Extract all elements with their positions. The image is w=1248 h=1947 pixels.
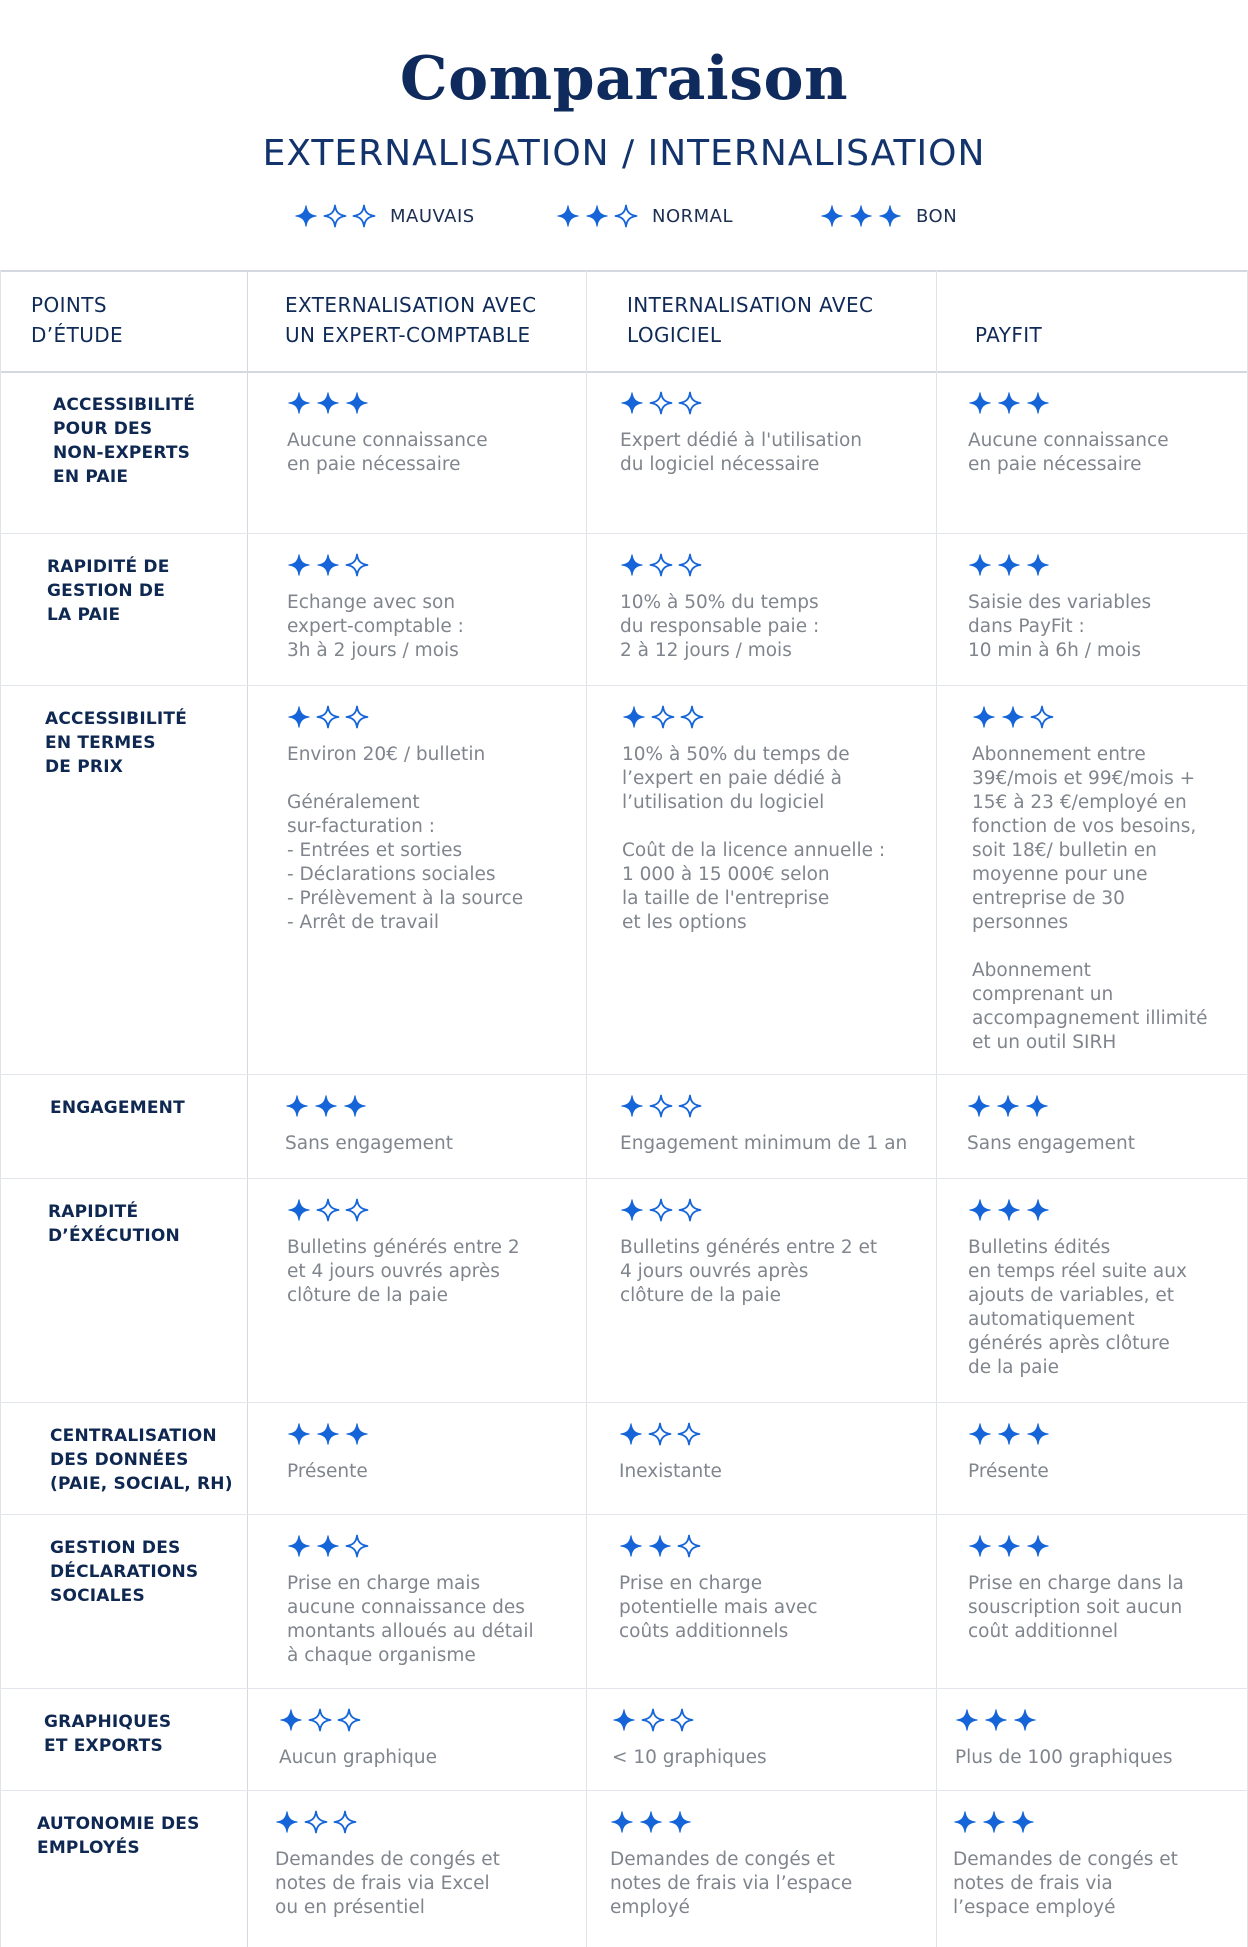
column-divider — [247, 270, 248, 1947]
star-filled-icon — [285, 1094, 309, 1118]
row-divider — [0, 1178, 1248, 1179]
star-filled-icon — [820, 204, 844, 228]
table-cell — [620, 1198, 920, 1308]
star-filled-icon — [997, 391, 1021, 415]
legend-stars — [820, 204, 902, 228]
star-filled-icon — [967, 1094, 991, 1118]
table-cell — [967, 1094, 1248, 1156]
star-outline-icon — [677, 1422, 701, 1446]
page-subtitle: EXTERNALISATION / INTERNALISATION — [262, 133, 986, 174]
star-outline-icon — [316, 1198, 340, 1222]
star-filled-icon — [287, 391, 311, 415]
row-divider — [0, 1514, 1248, 1515]
rating-stars — [953, 1810, 1248, 1834]
page-title: Comparaison — [399, 44, 849, 114]
star-outline-icon — [649, 391, 673, 415]
table-cell — [968, 1534, 1248, 1644]
legend-item-mauvais — [294, 200, 475, 232]
star-filled-icon — [343, 1094, 367, 1118]
star-filled-icon — [287, 1422, 311, 1446]
star-outline-icon — [316, 705, 340, 729]
column-divider — [0, 270, 1, 1947]
star-filled-icon — [1025, 1094, 1049, 1118]
cell-text: Présente — [968, 1461, 1049, 1482]
header-bottom-border — [0, 371, 1248, 373]
star-filled-icon — [968, 1422, 992, 1446]
star-outline-icon — [678, 553, 702, 577]
row-label: RAPIDITÉ DE GESTION DE LA PAIE — [47, 557, 170, 625]
star-filled-icon — [622, 705, 646, 729]
star-filled-icon — [619, 1422, 643, 1446]
cell-text: Demandes de congés et notes de frais via l’espace employé — [953, 1849, 1178, 1918]
rating-stars — [620, 1094, 920, 1118]
row-divider — [0, 1402, 1248, 1403]
table-cell — [619, 1422, 919, 1484]
rating-stars — [287, 1198, 587, 1222]
star-filled-icon — [968, 391, 992, 415]
star-filled-icon — [1001, 705, 1025, 729]
star-filled-icon — [1013, 1708, 1037, 1732]
rating-stars — [620, 391, 920, 415]
cell-text: Aucune connaissance en paie nécessaire — [968, 430, 1169, 475]
table-cell — [968, 1422, 1248, 1484]
star-filled-icon — [639, 1810, 663, 1834]
star-filled-icon — [953, 1810, 977, 1834]
star-outline-icon — [680, 705, 704, 729]
rating-stars — [622, 705, 922, 729]
star-filled-icon — [955, 1708, 979, 1732]
star-filled-icon — [997, 1422, 1021, 1446]
table-cell — [968, 553, 1248, 663]
table-cell — [610, 1810, 910, 1920]
star-filled-icon — [1026, 1534, 1050, 1558]
rating-stars — [275, 1810, 575, 1834]
row-label: ACCESSIBILITÉ POUR DES NON-EXPERTS EN PAIE — [53, 395, 196, 487]
star-filled-icon — [316, 1422, 340, 1446]
page-header — [0, 0, 1248, 270]
table-cell — [622, 705, 922, 935]
rating-stars — [287, 1422, 587, 1446]
star-outline-icon — [337, 1708, 361, 1732]
star-outline-icon — [345, 553, 369, 577]
star-filled-icon — [620, 553, 644, 577]
star-outline-icon — [614, 204, 638, 228]
legend-stars — [556, 204, 638, 228]
star-filled-icon — [345, 391, 369, 415]
rating-stars — [287, 553, 587, 577]
cell-text: Bulletins générés entre 2 et 4 jours ouvrés après clôture de la paie — [620, 1237, 878, 1306]
column-header-payfit: PAYFIT — [975, 323, 1043, 347]
table-cell — [285, 1094, 585, 1156]
table-cell — [287, 553, 587, 663]
table-cell — [955, 1708, 1248, 1770]
table-cell — [620, 391, 920, 477]
star-filled-icon — [287, 1534, 311, 1558]
row-divider — [0, 685, 1248, 686]
star-filled-icon — [648, 1534, 672, 1558]
star-filled-icon — [1026, 1198, 1050, 1222]
cell-text: Bulletins générés entre 2 et 4 jours ouvrés après clôture de la paie — [287, 1237, 520, 1306]
cell-text: Environ 20€ / bulletin Généralement sur-facturation : - Entrées et sorties - Déclarations sociales - Prélèvement à la source - Arrêt de travail — [287, 744, 524, 933]
star-filled-icon — [287, 553, 311, 577]
rating-stars — [619, 1534, 919, 1558]
star-outline-icon — [323, 204, 347, 228]
star-filled-icon — [1011, 1810, 1035, 1834]
legend-item-bon — [820, 200, 957, 232]
rating-stars — [620, 553, 920, 577]
star-filled-icon — [972, 705, 996, 729]
star-outline-icon — [678, 1198, 702, 1222]
star-outline-icon — [678, 391, 702, 415]
rating-stars — [968, 1534, 1248, 1558]
table-cell — [287, 1198, 587, 1308]
rating-stars — [620, 1198, 920, 1222]
rating-stars — [968, 553, 1248, 577]
star-outline-icon — [1030, 705, 1054, 729]
star-filled-icon — [878, 204, 902, 228]
star-filled-icon — [968, 1198, 992, 1222]
table-cell — [279, 1708, 579, 1770]
table-cell — [287, 705, 587, 935]
rating-stars — [287, 1534, 587, 1558]
table-cell — [953, 1810, 1248, 1920]
table-cell — [287, 1534, 587, 1668]
row-label: ACCESSIBILITÉ EN TERMES DE PRIX — [45, 709, 188, 777]
star-outline-icon — [345, 1534, 369, 1558]
star-filled-icon — [585, 204, 609, 228]
table-cell — [619, 1534, 919, 1644]
star-outline-icon — [345, 1198, 369, 1222]
star-filled-icon — [294, 204, 318, 228]
cell-text: Expert dédié à l'utilisation du logiciel nécessaire — [620, 430, 863, 475]
cell-text: Engagement minimum de 1 an — [620, 1133, 908, 1154]
star-outline-icon — [333, 1810, 357, 1834]
star-outline-icon — [649, 553, 673, 577]
star-filled-icon — [287, 1198, 311, 1222]
star-outline-icon — [345, 705, 369, 729]
star-filled-icon — [996, 1094, 1020, 1118]
star-filled-icon — [345, 1422, 369, 1446]
cell-text: Sans engagement — [285, 1133, 454, 1154]
star-outline-icon — [641, 1708, 665, 1732]
star-filled-icon — [314, 1094, 338, 1118]
column-divider — [936, 270, 937, 1947]
star-filled-icon — [619, 1534, 643, 1558]
star-filled-icon — [968, 1534, 992, 1558]
star-filled-icon — [287, 705, 311, 729]
row-label: GRAPHIQUES ET EXPORTS — [44, 1712, 172, 1756]
star-filled-icon — [1026, 391, 1050, 415]
star-filled-icon — [620, 1198, 644, 1222]
table-cell — [620, 1094, 920, 1156]
star-outline-icon — [678, 1094, 702, 1118]
star-filled-icon — [556, 204, 580, 228]
star-outline-icon — [648, 1422, 672, 1446]
cell-text: Inexistante — [619, 1461, 722, 1482]
table-cell — [287, 391, 587, 477]
row-divider — [0, 1074, 1248, 1075]
star-filled-icon — [316, 553, 340, 577]
cell-text: Echange avec son expert-comptable : 3h à 2 jours / mois — [287, 592, 464, 661]
star-filled-icon — [612, 1708, 636, 1732]
rating-stars — [612, 1708, 912, 1732]
cell-text: Prise en charge dans la souscription soit aucun coût additionnel — [968, 1573, 1184, 1642]
table-cell — [972, 705, 1248, 1055]
row-divider — [0, 1688, 1248, 1689]
table-cell — [620, 553, 920, 663]
star-filled-icon — [316, 391, 340, 415]
star-outline-icon — [304, 1810, 328, 1834]
cell-text: Bulletins édités en temps réel suite aux ajouts de variables, et automatiquement générés après clôture de la paie — [968, 1237, 1187, 1378]
cell-text: Prise en charge potentielle mais avec coûts additionnels — [619, 1573, 818, 1642]
star-outline-icon — [308, 1708, 332, 1732]
star-filled-icon — [997, 553, 1021, 577]
cell-text: 10% à 50% du temps de l’expert en paie dédié à l’utilisation du logiciel Coût de la licence annuelle : 1 000 à 15 000€ selon la taille de l'entreprise et les options — [622, 744, 886, 933]
rating-stars — [285, 1094, 585, 1118]
row-label: GESTION DES DÉCLARATIONS SOCIALES — [50, 1538, 199, 1606]
star-filled-icon — [275, 1810, 299, 1834]
cell-text: Aucune connaissance en paie nécessaire — [287, 430, 488, 475]
star-filled-icon — [997, 1534, 1021, 1558]
star-outline-icon — [670, 1708, 694, 1732]
cell-text: Présente — [287, 1461, 368, 1482]
legend-label: NORMAL — [652, 205, 734, 227]
star-filled-icon — [849, 204, 873, 228]
rating-stars — [955, 1708, 1248, 1732]
star-outline-icon — [651, 705, 675, 729]
row-divider — [0, 533, 1248, 534]
cell-text: Sans engagement — [967, 1133, 1136, 1154]
star-outline-icon — [649, 1198, 673, 1222]
cell-text: Saisie des variables dans PayFit : 10 min à 6h / mois — [968, 592, 1152, 661]
legend-item-normal — [556, 200, 733, 232]
column-header-points: POINTS D’ÉTUDE — [31, 293, 124, 347]
column-divider — [586, 270, 587, 1947]
rating-stars — [279, 1708, 579, 1732]
cell-text: Prise en charge mais aucune connaissance des montants alloués au détail à chaque organisme — [287, 1573, 534, 1666]
legend-stars — [294, 204, 376, 228]
star-filled-icon — [316, 1534, 340, 1558]
star-filled-icon — [620, 1094, 644, 1118]
rating-legend — [0, 200, 1248, 232]
rating-stars — [619, 1422, 919, 1446]
star-filled-icon — [620, 391, 644, 415]
star-outline-icon — [352, 204, 376, 228]
row-label: AUTONOMIE DES EMPLOYÉS — [37, 1814, 200, 1858]
rating-stars — [972, 705, 1248, 729]
cell-text: Plus de 100 graphiques — [955, 1747, 1173, 1768]
row-label: RAPIDITÉ D’ÉXÉCUTION — [48, 1202, 180, 1246]
star-filled-icon — [1026, 553, 1050, 577]
cell-text: < 10 graphiques — [612, 1747, 767, 1768]
column-header-externalisation: EXTERNALISATION AVEC UN EXPERT-COMPTABLE — [285, 293, 537, 347]
table-cell — [968, 1198, 1248, 1380]
star-outline-icon — [649, 1094, 673, 1118]
star-filled-icon — [279, 1708, 303, 1732]
rating-stars — [968, 1198, 1248, 1222]
row-label: ENGAGEMENT — [50, 1098, 185, 1118]
table-cell — [287, 1422, 587, 1484]
table-cell — [612, 1708, 912, 1770]
legend-label: BON — [916, 205, 958, 227]
legend-label: MAUVAIS — [390, 205, 475, 227]
star-filled-icon — [997, 1198, 1021, 1222]
star-filled-icon — [668, 1810, 692, 1834]
column-header-internalisation: INTERNALISATION AVEC LOGICIEL — [627, 293, 874, 347]
star-filled-icon — [984, 1708, 1008, 1732]
rating-stars — [610, 1810, 910, 1834]
star-filled-icon — [1026, 1422, 1050, 1446]
cell-text: 10% à 50% du temps du responsable paie : 2 à 12 jours / mois — [620, 592, 820, 661]
cell-text: Aucun graphique — [279, 1747, 438, 1768]
rating-stars — [287, 391, 587, 415]
table-cell — [968, 391, 1248, 477]
rating-stars — [967, 1094, 1248, 1118]
star-filled-icon — [610, 1810, 634, 1834]
cell-text: Demandes de congés et notes de frais via l’espace employé — [610, 1849, 853, 1918]
star-filled-icon — [968, 553, 992, 577]
rating-stars — [968, 1422, 1248, 1446]
star-filled-icon — [982, 1810, 1006, 1834]
row-divider — [0, 1790, 1248, 1791]
comparison-table — [0, 270, 1248, 1947]
cell-text: Abonnement entre 39€/mois et 99€/mois + 15€ à 23 €/employé en fonction de vos besoins, soit 18€/ bulletin en moyenne pour une entreprise de 30 personnes Abonnement comprenant un accompagnement illimité et un outil SIRH — [972, 744, 1208, 1053]
row-label: CENTRALISATION DES DONNÉES (PAIE, SOCIAL, RH) — [50, 1426, 233, 1494]
table-top-border — [0, 270, 1248, 272]
rating-stars — [287, 705, 587, 729]
star-outline-icon — [677, 1534, 701, 1558]
table-cell — [275, 1810, 575, 1920]
cell-text: Demandes de congés et notes de frais via Excel ou en présentiel — [275, 1849, 500, 1918]
rating-stars — [968, 391, 1248, 415]
